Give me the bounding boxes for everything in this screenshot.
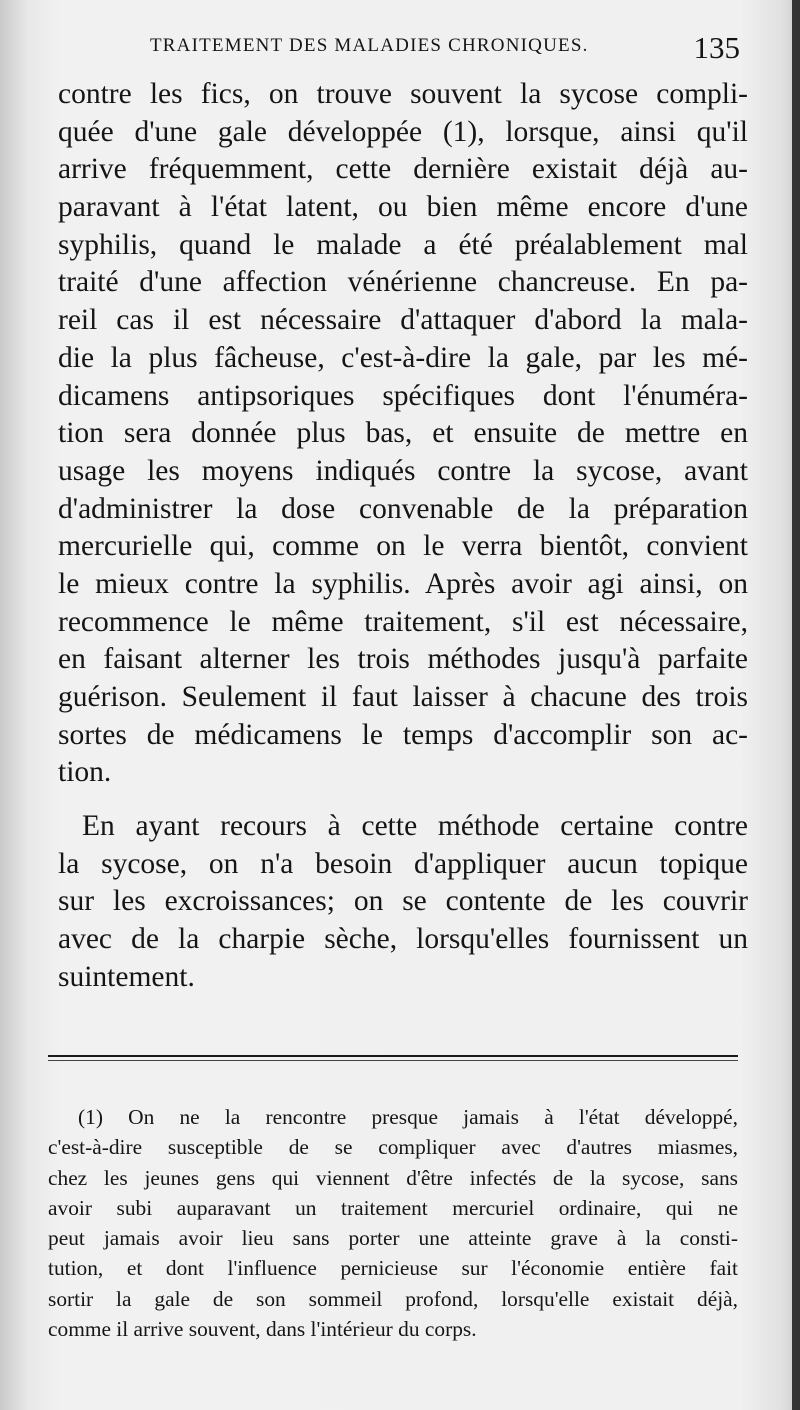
paragraph-2 [58,808,748,996]
paragraph-1 [58,76,748,792]
footnote-line: (1) On ne la rencontre presque jamais à l'état développé, [78,1105,738,1129]
running-header [150,30,750,64]
text-line: avec de la charpie sèche, lorsqu'elles fournissent un [58,923,748,956]
main-text [58,76,748,997]
footnote-separator-thin [48,1060,738,1061]
text-line: guérison. Seulement il faut laisser à chacune des trois [58,681,748,713]
text-line: reil cas il est nécessaire d'attaquer d'abord la mala- [58,304,748,337]
page-number: 135 [693,30,740,65]
text-line: la sycose, on n'a besoin d'appliquer aucun topique [58,847,748,880]
text-line: paravant à l'état latent, ou bien même encore d'une [58,191,748,224]
text-line: tion. [58,756,112,789]
text-line: die la plus fâcheuse, c'est-à-dire la gale, par les mé- [58,341,748,374]
text-line: recommence le même traitement, s'il est nécessaire, [58,605,748,638]
footnote-line: c'est-à-dire susceptible de se compliquer avec d'autres miasmes, [48,1135,738,1160]
footnote-line: chez les jeunes gens qui viennent d'être infectés de la sycose, sans [48,1165,738,1190]
text-line: suintement. [58,960,195,993]
text-line: usage les moyens indiqués contre la sycose, avant [58,454,748,487]
text-line: sortes de médicamens le temps d'accomplir son ac- [58,718,748,751]
text-line: sur les excroissances; on se contente de les couvrir [58,885,748,918]
text-line: le mieux contre la syphilis. Après avoir agi ainsi, on [58,567,748,600]
text-line: d'administrer la dose convenable de la préparation [58,492,748,525]
footnote-line: avoir subi auparavant un traitement mercuriel ordinaire, qui ne [48,1195,738,1220]
footnote [48,1102,738,1344]
text-line: en faisant alterner les trois méthodes jusqu'à parfaite [58,643,748,676]
text-line: arrive fréquemment, cette dernière existait déjà au- [58,153,748,186]
footnote-line: sortir la gale de son sommeil profond, lorsqu'elle existait déjà, [48,1286,738,1311]
footnote-separator [48,1055,738,1057]
text-line: syphilis, quand le malade a été préalablement mal [58,228,748,261]
text-line: tion sera donnée plus bas, et ensuite de mettre en [58,417,748,450]
text-line: quée d'une gale développée (1), lorsque, ainsi qu'il [58,115,748,148]
running-title: TRAITEMENT DES MALADIES CHRONIQUES. [150,35,589,56]
text-line: traité d'une affection vénérienne chancreuse. En pa- [58,266,748,299]
text-line: dicamens antipsoriques spécifiques dont l'énuméra- [58,379,748,412]
footnote-line: tution, et dont l'influence pernicieuse sur l'économie entière fait [48,1256,738,1281]
text-line: contre les fics, on trouve souvent la sycose compli- [58,78,748,110]
text-line: mercurielle qui, comme on le verra bientôt, convient [58,530,748,563]
footnote-line: peut jamais avoir lieu sans porter une atteinte grave à la consti- [48,1226,738,1251]
text-line: En ayant recours à cette méthode certaine contre [82,810,748,843]
footnote-line: comme il arrive souvent, dans l'intérieur du corps. [48,1317,477,1342]
